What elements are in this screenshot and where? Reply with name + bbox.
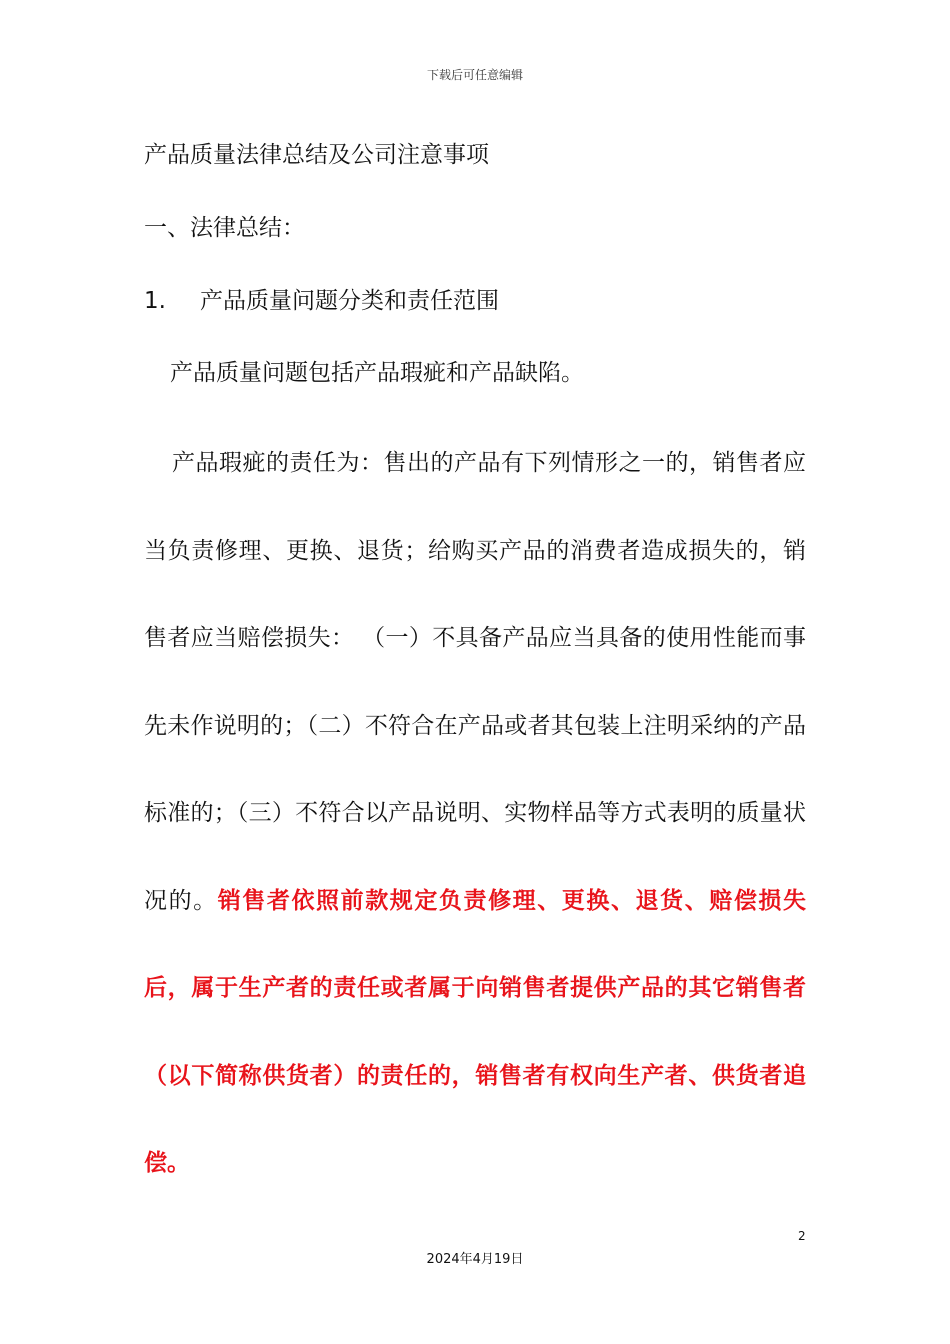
intro-paragraph: 产品质量问题包括产品瑕疵和产品缺陷。 [170, 360, 584, 386]
page-header: 下载后可任意编辑 [426, 68, 523, 82]
page-number: 2 [798, 1229, 806, 1243]
numbered-item [144, 282, 499, 315]
body-text-highlight: 销售者依照前款规定负责修理、更换、退货、赔偿损失后，属于生产者的责任或者属于向销售者提供产品的其它销售者（以下简称供货者）的责任的，销售者有权向生产者、供货者追偿。 [144, 887, 807, 1176]
item-number: 1. [144, 288, 166, 314]
body-text-normal: 产品瑕疵的责任为：售出的产品有下列情形之一的，销售者应当负责修理、更换、退货；给购买产品的消费者造成损失的，销售者应当赔偿损失： （一）不具备产品应当具备的使用性能而事先未作说明的；（二）不符合在产品或者其包装上注明采纳的产品标准的；（三）不符合以产品说明、实物样品等方式表明的质量状况的。 [144, 450, 806, 914]
item-label: 产品质量问题分类和责任范围 [200, 288, 499, 314]
section-heading: 一、法律总结： [144, 215, 305, 241]
document-title: 产品质量法律总结及公司注意事项 [144, 142, 489, 168]
body-paragraph [144, 420, 806, 1208]
footer-date: 2024年4月19日 [426, 1252, 524, 1267]
